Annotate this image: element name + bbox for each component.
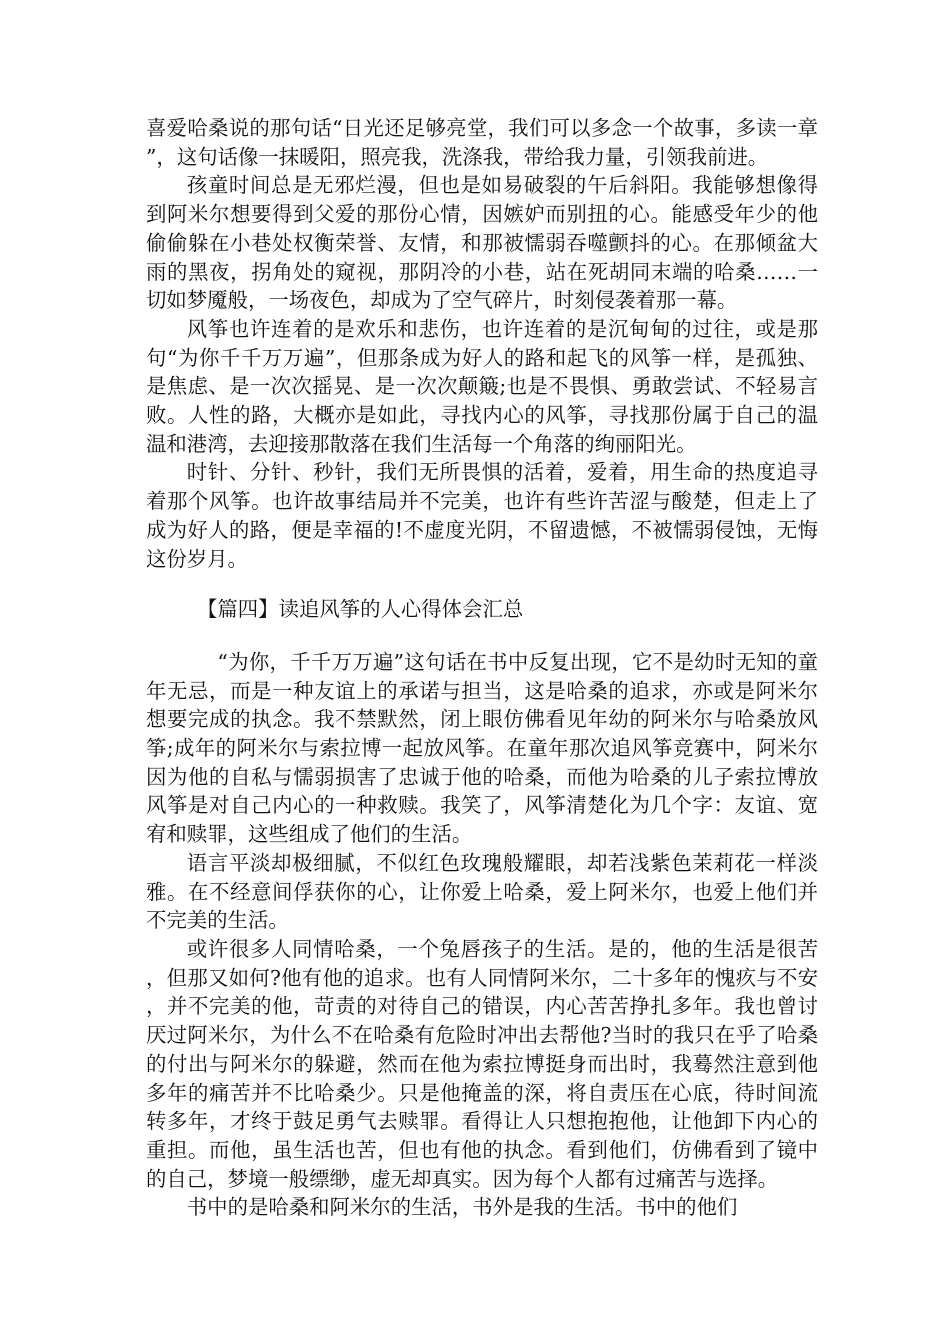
- paragraph-childhood: 孩童时间总是无邪烂漫，但也是如易破裂的午后斜阳。我能够想像得到阿米尔想要得到父爱的那份心情，因嫉妒而别扭的心。能感受年少的他偷偷躲在小巷处权衡荣誉、友情，和那被懦弱吞噬颤抖的心。在那倾盆大雨的黑夜，拐角处的窥视，那阴冷的小巷，站在死胡同末端的哈桑……一切如梦魇般，一场夜色，却成为了空气碎片，时刻侵袭着那一幕。: [146, 173, 818, 313]
- section-heading: 【篇四】读追风筝的人心得体会汇总: [197, 597, 524, 622]
- paragraph-book-life: 书中的是哈桑和阿米尔的生活，书外是我的生活。书中的他们: [186, 1195, 738, 1220]
- paragraph-sympathy: 或许很多人同情哈桑，一个兔唇孩子的生活。是的，他的生活是很苦，但那又如何?他有他的追求。也有人同情阿米尔，二十多年的愧疚与不安，并不完美的他，苛责的对待自己的错误，内心苦苦挣扎多年。我也曾讨厌过阿米尔，为什么不在哈桑有危险时冲出去帮他?当时的我只在乎了哈桑的付出与阿米尔的躲避，然而在他为索拉博挺身而出时，我蓦然注意到他多年的痛苦并不比哈桑少。只是他掩盖的深，将自责压在心底，待时间流转多年，才终于鼓足勇气去赎罪。看得让人只想抱抱他，让他卸下内心的重担。而他，虽生活也苦，但也有他的执念。看到他们，仿佛看到了镜中的自己，梦境一般缥缈，虚无却真实。因为每个人都有过痛苦与选择。: [146, 936, 818, 1191]
- paragraph-kite-path: 风筝也许连着的是欢乐和悲伤，也许连着的是沉甸甸的过往，或是那句“为你千千万万遍”，但那条成为好人的路和起飞的风筝一样，是孤独、是焦虑、是一次次摇晃、是一次次颠簸;也是不畏惧、勇敢尝试、不轻易言败。人性的路，大概亦是如此，寻找内心的风筝，寻找那份属于自己的温温和港湾，去迎接那散落在我们生活每一个角落的绚丽阳光。: [146, 316, 818, 456]
- paragraph-for-you: “为你，千千万万遍”这句话在书中反复出现，它不是幼时无知的童年无忌，而是一种友谊上的承诺与担当，这是哈桑的追求，亦或是阿米尔想要完成的执念。我不禁默然，闭上眼仿佛看见年幼的阿米尔与哈桑放风筝;成年的阿米尔与索拉博一起放风筝。在童年那次追风筝竞赛中，阿米尔因为他的自私与懦弱损害了忠诚于他的哈桑，而他为哈桑的儿子索拉博放风筝是对自己内心的一种救赎。我笑了，风筝清楚化为几个字：友谊、宽宥和赎罪，这些组成了他们的生活。: [146, 649, 818, 847]
- paragraph-continued: 喜爱哈桑说的那句话“日光还足够亮堂，我们可以多念一个故事，多读一章”，这句话像一抹暖阳，照亮我，洗涤我，带给我力量，引领我前进。: [146, 116, 818, 169]
- paragraph-language: 语言平淡却极细腻，不似红色玫瑰般耀眼，却若浅紫色茉莉花一样淡雅。在不经意间俘获你的心，让你爱上哈桑，爱上阿米尔，也爱上他们并不完美的生活。: [146, 850, 818, 933]
- paragraph-time: 时针、分针、秒针，我们无所畏惧的活着，爱着，用生命的热度追寻着那个风筝。也许故事结局并不完美，也许有些许苦涩与酸楚，但走上了成为好人的路，便是幸福的!不虚度光阴，不留遗憾，不被懦弱侵蚀，无悔这份岁月。: [146, 460, 818, 571]
- document-page: [146, 114, 818, 1222]
